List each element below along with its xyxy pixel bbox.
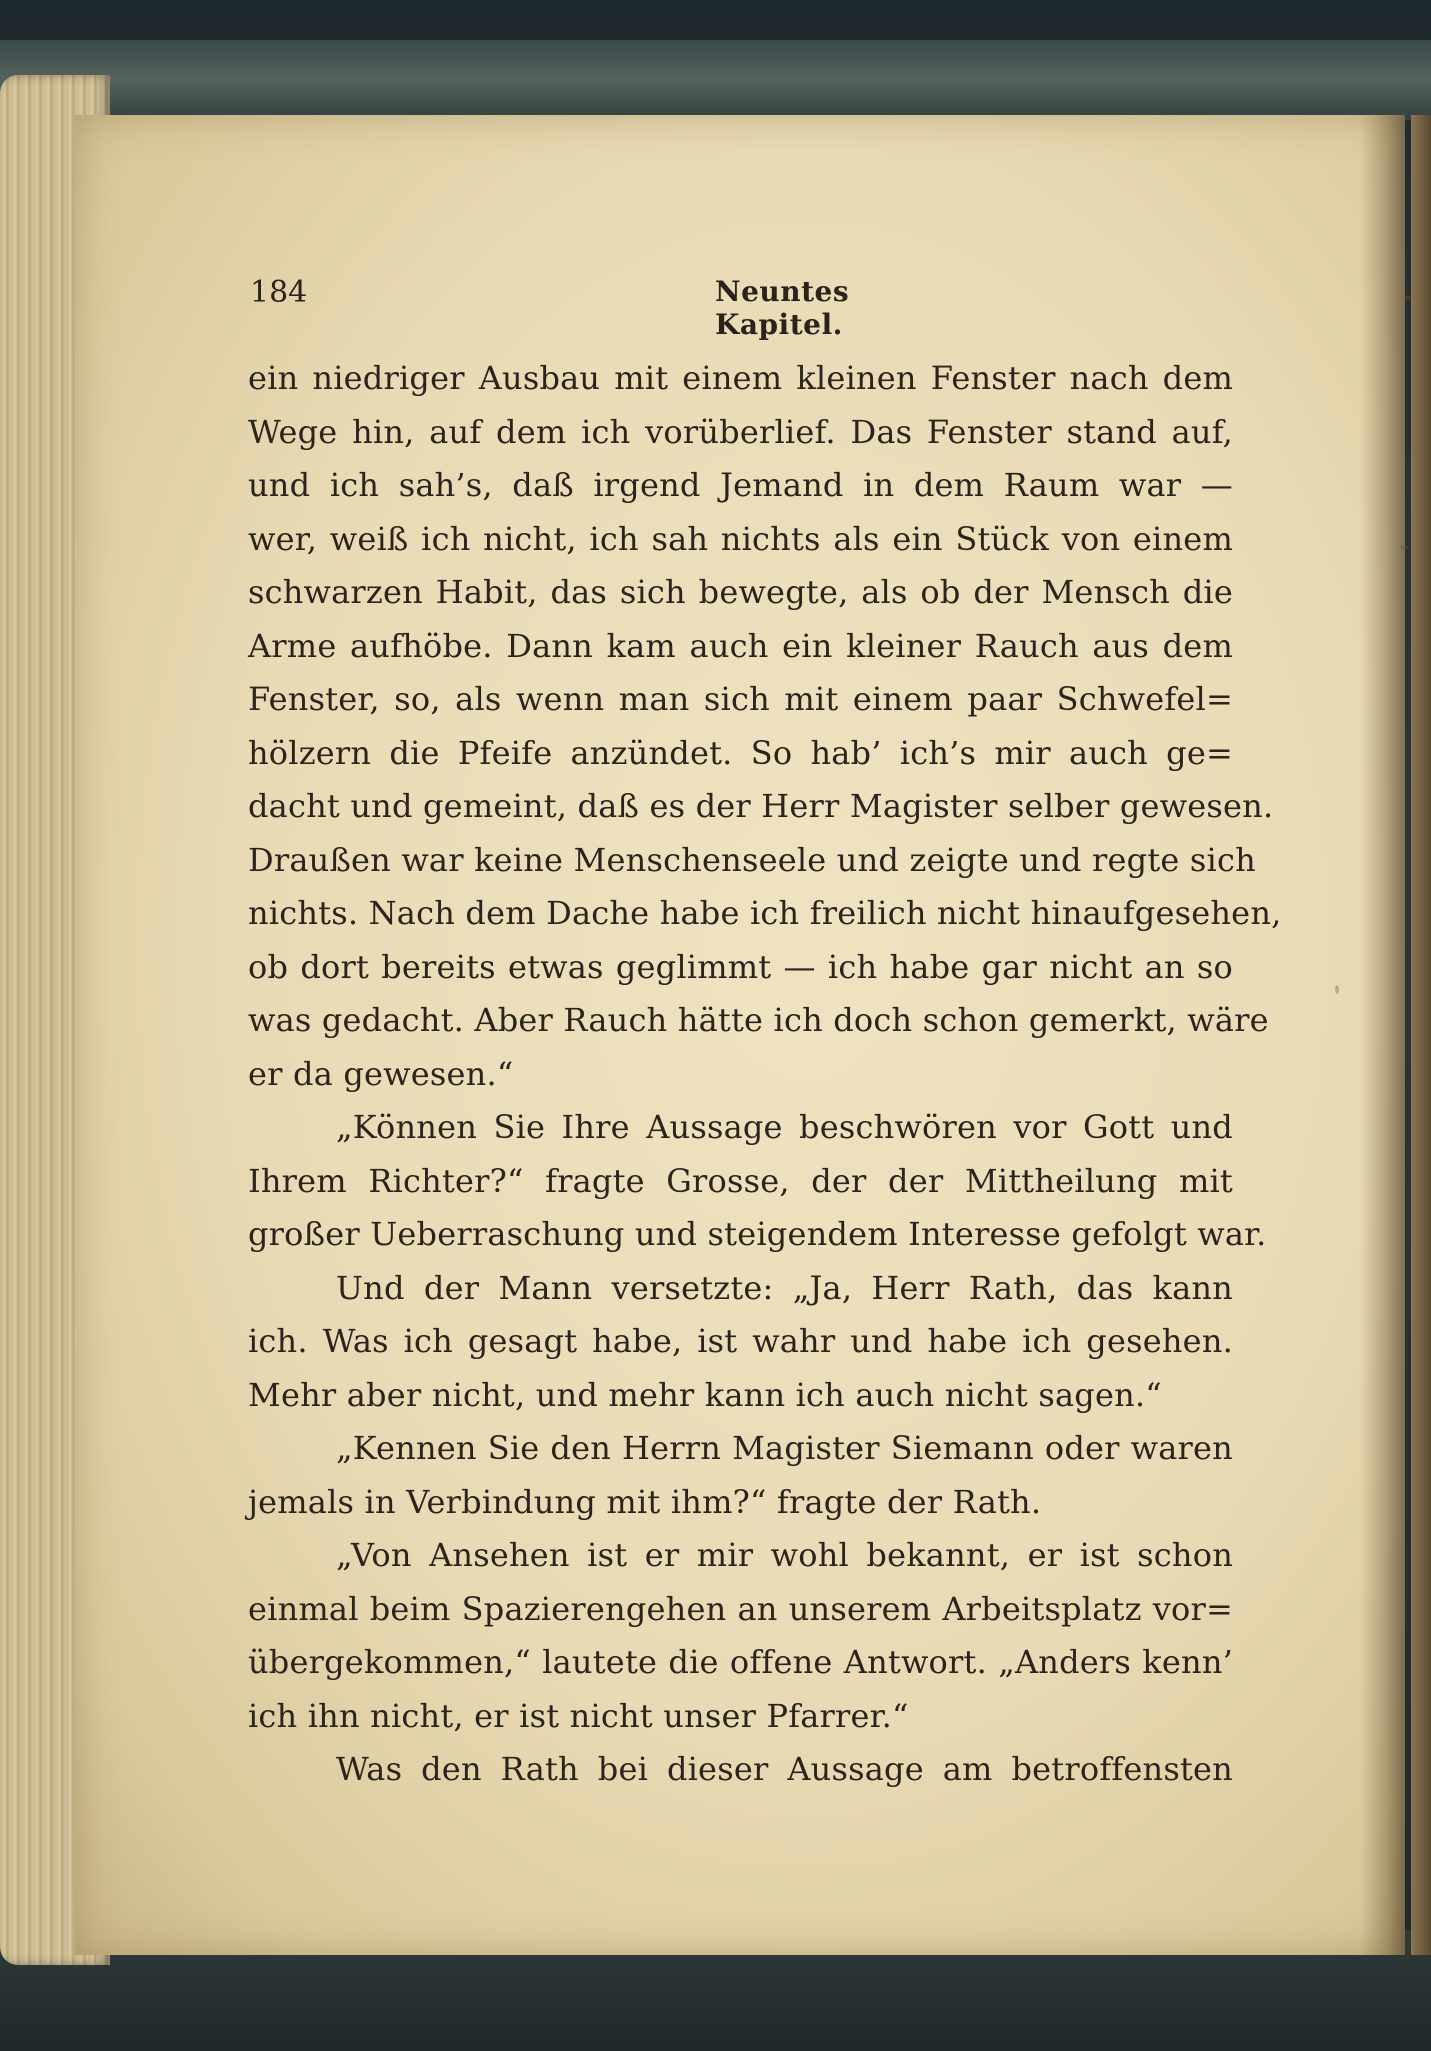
- text-line: Draußen war keine Menschenseele und zeigte und regte sich: [248, 840, 1256, 879]
- paper-spot: [1400, 545, 1408, 550]
- body-text: [248, 352, 1282, 1797]
- text-line: Fenster, so, als wenn man sich mit einem paar Schwefel=: [248, 680, 1233, 718]
- text-line: einmal beim Spazierengehen an unserem Arbeitsplatz vor=: [248, 1589, 1233, 1628]
- text-line: Mehr aber nicht, und mehr kann ich auch nicht sagen.“: [248, 1375, 1162, 1414]
- text-line: großer Ueberraschung und steigendem Interesse gefolgt war.: [248, 1215, 1267, 1253]
- text-line: „Kennen Sie den Herrn Magister Siemann oder waren: [336, 1429, 1233, 1467]
- page-gutter: [1360, 115, 1405, 1955]
- text-line: er da gewesen.“: [248, 1054, 514, 1093]
- running-head: [175, 275, 875, 341]
- text-line: ob dort bereits etwas geglimmt — ich habe gar nicht an so: [248, 947, 1233, 986]
- text-line: und ich sah’s, daß irgend Jemand in dem Raum war —: [248, 466, 1233, 504]
- text-line: hölzern die Pfeife anzündet. So hab’ ich’s mir auch ge=: [248, 733, 1233, 772]
- text-line: ich ihn nicht, er ist nicht unser Pfarrer.“: [248, 1696, 909, 1735]
- text-line: nichts. Nach dem Dache habe ich freilich nicht hinaufgesehen,: [248, 894, 1282, 932]
- text-line: ich. Was ich gesagt habe, ist wahr und habe ich gesehen.: [248, 1322, 1233, 1360]
- text-line: schwarzen Habit, das sich bewegte, als ob der Mensch die: [248, 573, 1233, 611]
- text-line: jemals in Verbindung mit ihm?“ fragte der Rath.: [248, 1482, 1042, 1521]
- text-line: Was den Rath bei dieser Aussage am betroffensten: [336, 1750, 1233, 1788]
- text-line: Wege hin, auf dem ich vorüberlief. Das Fenster stand auf,: [248, 412, 1233, 451]
- text-line: was gedacht. Aber Rauch hätte ich doch schon gemerkt, wäre: [248, 1001, 1269, 1039]
- text-line: übergekommen,“ lautete die offene Antwort. „Anders kenn’: [248, 1643, 1233, 1681]
- text-line: „Können Sie Ihre Aussage beschwören vor Gott und: [336, 1108, 1233, 1146]
- text-line: dacht und gemeint, daß es der Herr Magister selber gewesen.: [248, 787, 1274, 825]
- paper-spot: [1335, 985, 1339, 994]
- text-line: „Von Ansehen ist er mir wohl bekannt, er ist schon: [336, 1536, 1233, 1574]
- text-line: Und der Mann versetzte: „Ja, Herr Rath, das kann: [336, 1268, 1233, 1307]
- page-number: 184: [250, 275, 308, 310]
- book-cover-top: [0, 40, 1431, 120]
- text-line: wer, weiß ich nicht, ich sah nichts als ein Stück von einem: [248, 519, 1233, 558]
- text-line: ein niedriger Ausbau mit einem kleinen Fenster nach dem: [248, 359, 1233, 397]
- book-spine: [1411, 115, 1431, 1955]
- text-line: Arme aufhöbe. Dann kam auch ein kleiner Rauch aus dem: [248, 626, 1233, 665]
- text-line: Ihrem Richter?“ fragte Grosse, der der Mittheilung mit: [248, 1161, 1233, 1200]
- chapter-title: Neuntes Kapitel.: [715, 275, 850, 341]
